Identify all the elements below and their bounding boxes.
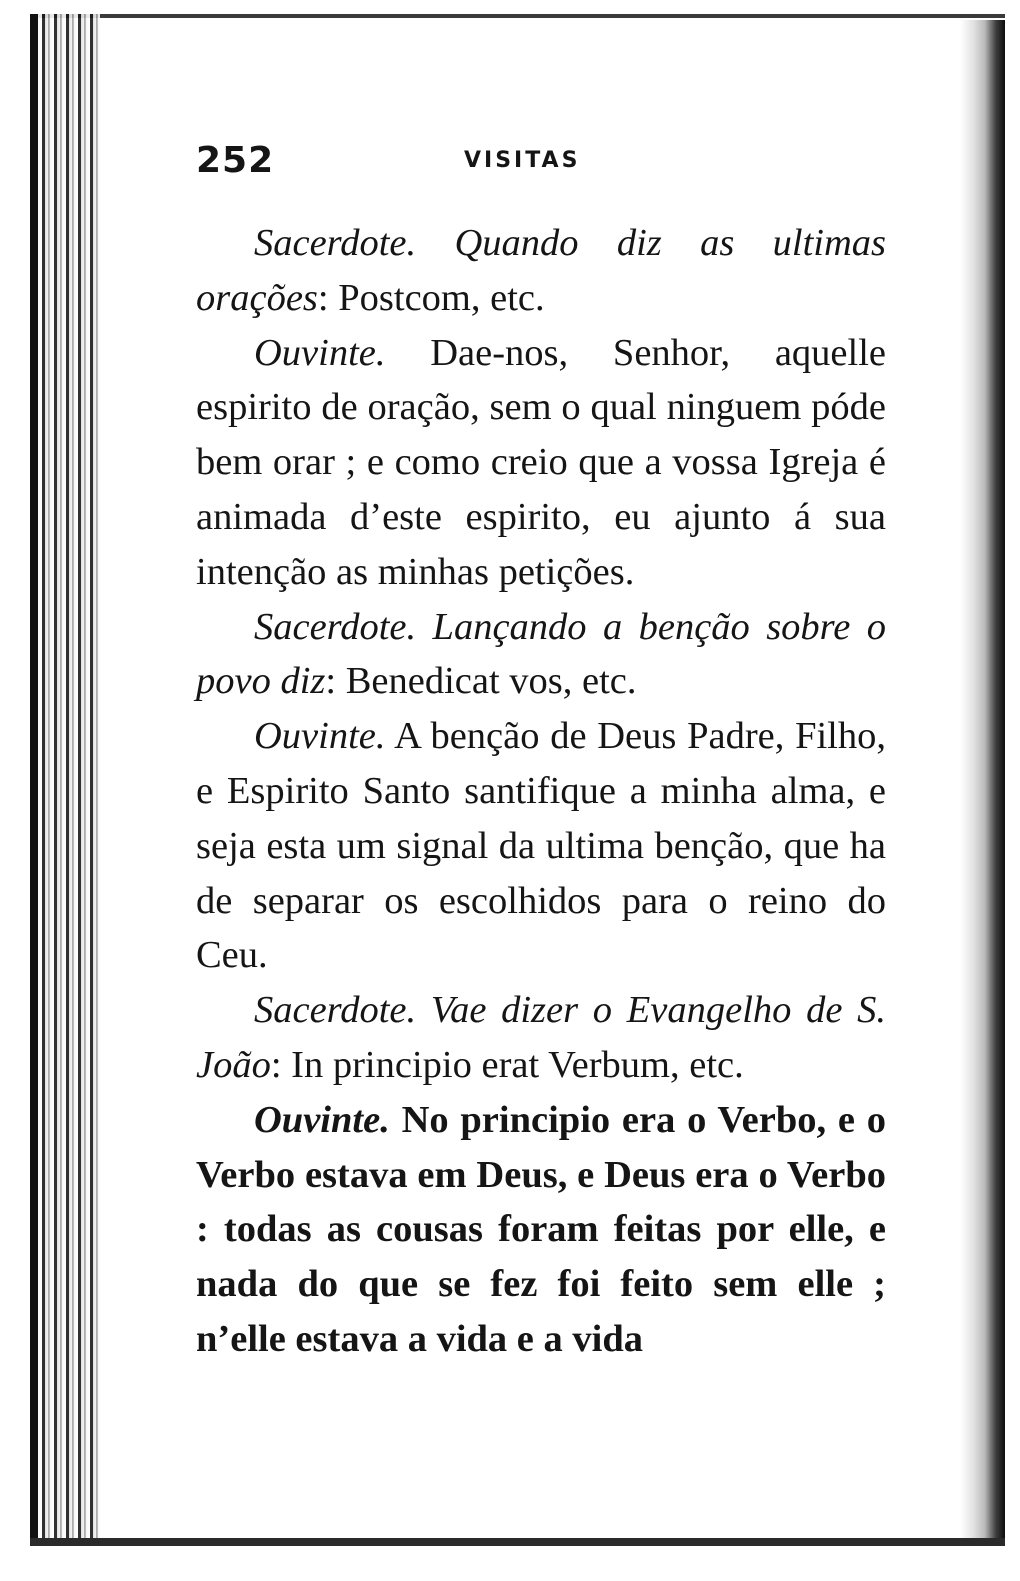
paragraph-text: : Postcom, etc.: [317, 276, 545, 319]
page-content: [196, 128, 886, 1367]
speaker-label: Ouvinte.: [254, 715, 386, 758]
paragraph-5: [196, 983, 886, 1093]
rubric-text: Quando diz as ultimas orações: [196, 222, 886, 319]
paragraph-3: [196, 600, 886, 710]
paragraph-text: : In principio erat Verbum, etc.: [270, 1043, 744, 1086]
page-bottom-edge: [30, 1538, 1005, 1546]
binding-edge: [30, 14, 38, 1544]
paragraph-4: [196, 709, 886, 983]
page-right-edge-shadow: [960, 20, 1005, 1545]
speaker-label: Ouvinte.: [254, 331, 386, 374]
page-top-edge: [30, 14, 1005, 18]
rubric-text: Lançando a benção sobre o povo diz: [196, 605, 886, 703]
binding-gutter: [30, 14, 100, 1544]
body-text: [196, 216, 886, 1367]
paragraph-6: [196, 1093, 886, 1367]
paragraph-1: [196, 216, 886, 326]
paragraph-text: Dae-nos, Senhor, aquelle espirito de oração, sem o qual ninguem póde bem orar ; e como creio que a vossa Igreja é animada d’este espirito, eu ajunto á sua intenção as minhas petições.: [196, 331, 886, 593]
speaker-label: Ouvinte.: [254, 1098, 390, 1141]
page-number: 252: [196, 140, 275, 181]
speaker-label: Sacerdote.: [254, 605, 417, 648]
running-head: [196, 128, 886, 182]
rubric-text: Vae dizer o Evangelho de S. João: [196, 989, 886, 1086]
speaker-label: Sacerdote.: [254, 222, 417, 264]
paragraph-text: : Benedicat vos, etc.: [325, 660, 637, 703]
paragraph-text: A benção de Deus Padre, Filho, e Espirito Santo santifique a minha alma, e seja esta um signal da ultima benção, que ha de separar os escolhidos para o reino do Ceu.: [196, 715, 886, 977]
speaker-label: Sacerdote.: [254, 989, 417, 1032]
paragraph-2: [196, 326, 886, 600]
paragraph-text: No principio era o Verbo, e o Verbo estava em Deus, e Deus era o Verbo : todas as cousas foram feitas por elle, e nada do que se fez foi feito sem elle ; n’elle estava a vida e a vida: [196, 1098, 886, 1360]
running-title: VISITAS: [464, 148, 581, 173]
